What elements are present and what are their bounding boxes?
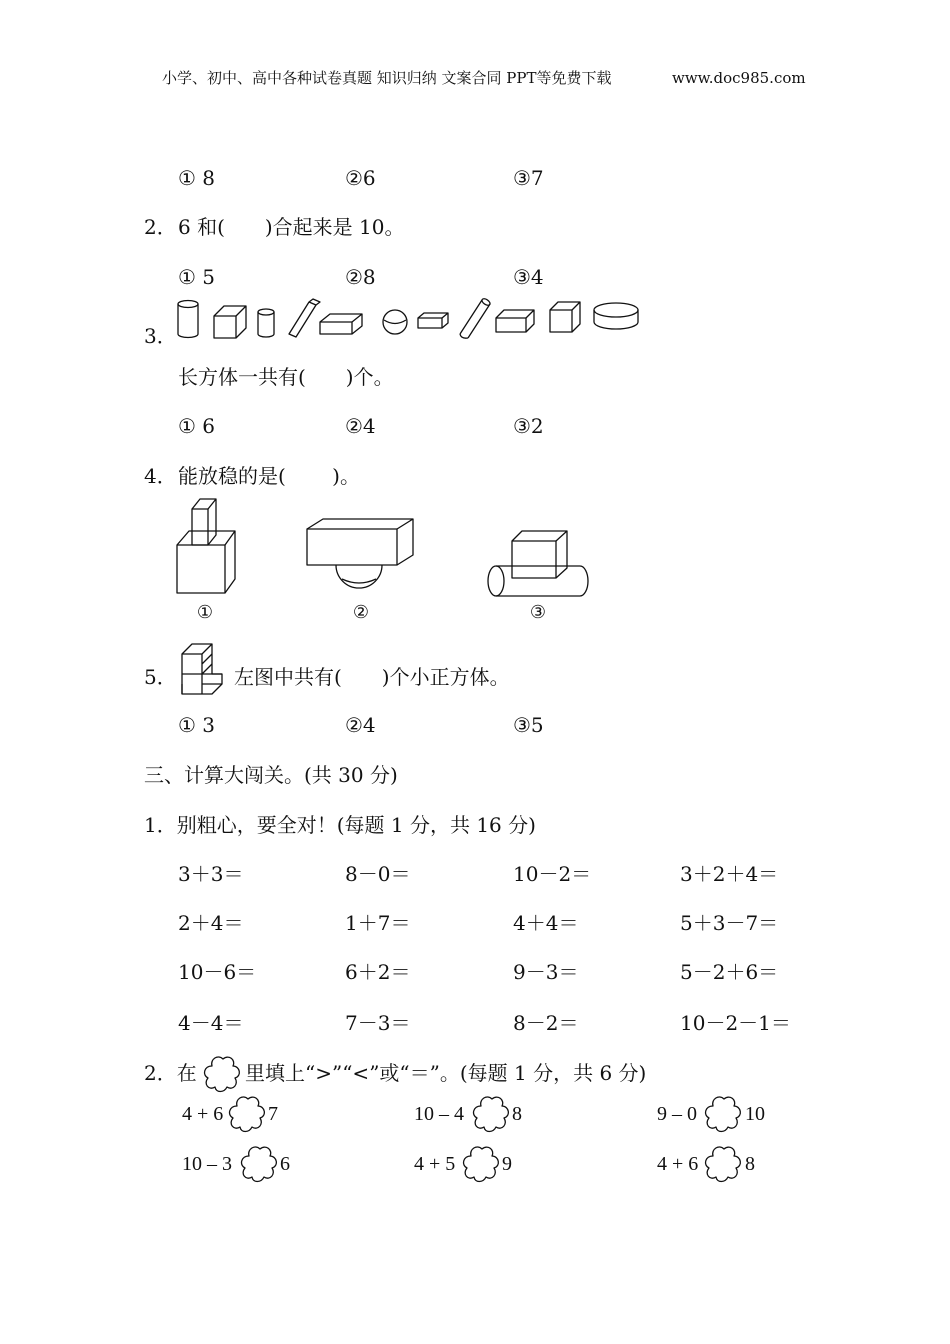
calc-item: 3＋3＝ <box>178 862 244 886</box>
compare-left: 4 + 6 <box>182 1103 224 1125</box>
compare-right: 9 <box>502 1153 512 1175</box>
figure-cube-on-cylinder <box>488 531 588 596</box>
q4-label-2: ② <box>352 602 370 623</box>
calc-item: 8－0＝ <box>345 862 411 886</box>
solids-row-illustration <box>170 296 650 346</box>
q4-label-3: ③ <box>529 602 547 623</box>
q2-option-3: ③4 <box>513 265 544 289</box>
compare-right: 6 <box>280 1153 290 1175</box>
compare-left: 4 + 6 <box>657 1153 699 1175</box>
section3-title: 三、计算大闯关。(共 30 分) <box>144 763 398 787</box>
compare-left: 10 – 4 <box>414 1103 464 1125</box>
compare-right: 8 <box>512 1103 522 1125</box>
q2-number: 2． <box>144 215 177 239</box>
compare-right: 7 <box>268 1103 278 1125</box>
cube-shape <box>214 306 246 338</box>
calc-item: 10－2－1＝ <box>680 1011 791 1035</box>
compare-left: 4 + 5 <box>414 1153 456 1175</box>
calc-item: 8－2＝ <box>513 1011 579 1035</box>
flower-blank-icon[interactable] <box>464 1146 500 1182</box>
small-cylinder-shape <box>258 309 274 337</box>
cylinder-shape <box>178 301 198 338</box>
q1-option-1: ① 8 <box>178 166 216 190</box>
cuboid-shape <box>496 310 534 332</box>
calc-item: 5－2＋6＝ <box>680 960 779 984</box>
q1-option-3: ③7 <box>513 166 544 190</box>
calc2-suffix: 里填上“>”“<”或“＝”。(每题 1 分，共 6 分) <box>245 1061 647 1085</box>
small-cuboid-shape <box>418 313 448 328</box>
cube-shape-2 <box>550 302 580 332</box>
figure-tall-prism-on-cube <box>177 499 235 593</box>
compare-right: 10 <box>745 1103 765 1125</box>
compare-left: 10 – 3 <box>182 1153 232 1175</box>
calc-item: 2＋4＝ <box>178 911 244 935</box>
stability-figures <box>170 495 600 605</box>
calc-item: 7－3＝ <box>345 1011 411 1035</box>
calc-item: 3＋2＋4＝ <box>680 862 779 886</box>
calc-item: 5＋3－7＝ <box>680 911 779 935</box>
calc-item: 4－4＝ <box>178 1011 244 1035</box>
q3-option-2: ②4 <box>345 414 376 438</box>
long-prism-shape <box>289 299 320 337</box>
q5-text: 左图中共有( )个小正方体。 <box>234 665 510 689</box>
header-url: www.doc985.com <box>672 69 806 87</box>
q2-text: 6 和( )合起来是 10。 <box>178 215 405 239</box>
q4-number: 4． <box>144 464 177 488</box>
calc-item: 1＋7＝ <box>345 911 411 935</box>
q3-number: 3． <box>144 324 177 348</box>
compare-right: 8 <box>745 1153 755 1175</box>
calc-item: 6＋2＝ <box>345 960 411 984</box>
q3-text: 长方体一共有( )个。 <box>178 365 394 389</box>
flower-blank-icon[interactable] <box>242 1146 278 1182</box>
calc-item: 9－3＝ <box>513 960 579 984</box>
q5-option-3: ③5 <box>513 713 544 737</box>
compare-left: 9 – 0 <box>657 1103 697 1125</box>
flower-blank-icon <box>204 1056 242 1092</box>
figure-cuboid-on-sphere <box>307 519 413 588</box>
sphere-shape <box>383 310 407 334</box>
calc-item: 10－2＝ <box>513 862 592 886</box>
flat-cylinder-shape <box>594 303 638 329</box>
q5-number: 5． <box>144 665 177 689</box>
flower-blank-icon[interactable] <box>706 1096 742 1132</box>
stacked-cubes-illustration <box>180 640 230 696</box>
q5-option-1: ① 3 <box>178 713 216 737</box>
q4-label-1: ① <box>196 602 214 623</box>
flower-blank-icon[interactable] <box>230 1096 266 1132</box>
q2-option-2: ②8 <box>345 265 376 289</box>
calc-item: 10－6＝ <box>178 960 257 984</box>
flower-blank-icon[interactable] <box>706 1146 742 1182</box>
flower-blank-icon[interactable] <box>474 1096 510 1132</box>
q3-option-1: ① 6 <box>178 414 216 438</box>
calc1-title: 1．别粗心，要全对！(每题 1 分，共 16 分) <box>144 813 536 837</box>
rod-shape <box>460 297 491 338</box>
calc2-prefix: 2．在 <box>144 1061 197 1085</box>
q4-text: 能放稳的是( )。 <box>178 464 360 488</box>
q5-option-2: ②4 <box>345 713 376 737</box>
q2-option-1: ① 5 <box>178 265 216 289</box>
q1-option-2: ②6 <box>345 166 376 190</box>
calc-item: 4＋4＝ <box>513 911 579 935</box>
header-text: 小学、初中、高中各种试卷真题 知识归纳 文案合同 PPT等免费下载 <box>162 69 612 87</box>
q3-option-3: ③2 <box>513 414 544 438</box>
flat-cuboid-shape <box>320 314 362 334</box>
